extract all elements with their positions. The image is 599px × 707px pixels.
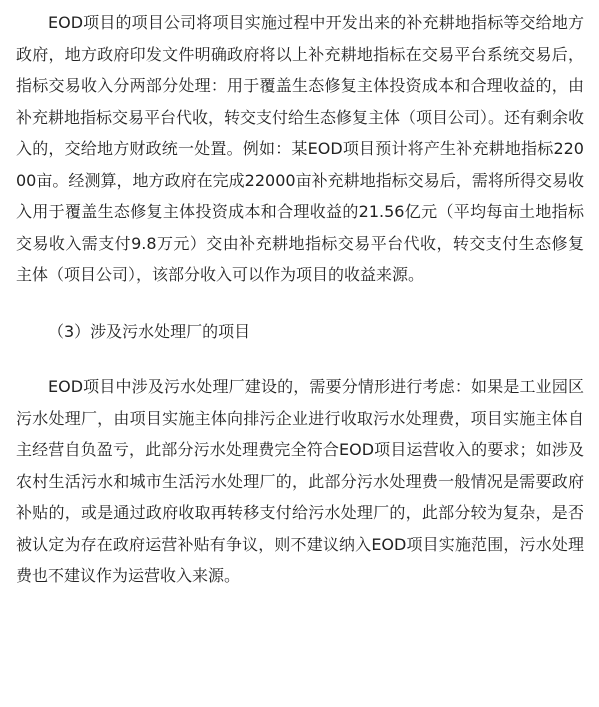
section-heading-sewage-plant: （3）涉及污水处理厂的项目 — [48, 321, 251, 341]
document-body — [16, 7, 584, 592]
paragraph-sewage-plant-revenue: EOD项目中涉及污水处理厂建设的，需要分情形进行考虑：如果是工业园区污水处理厂，由项目实施主体向排污企业进行收取污水处理费，项目实施主体自主经营自负盈亏，此部分污水处理费完全符合EOD项目运营收入的要求；如涉及农村生活污水和城市生活污水处理厂的，此部分污水处理费一般情况是需要政府补贴的，或是通过政府收取再转移支付给污水处理厂的，此部分较为复杂，是否被认定为存在政府运营补贴有争议，则不建议纳入EOD项目实施范围，污水处理费也不建议作为运营收入来源。 — [16, 377, 584, 585]
paragraph-farmland-quota-revenue: EOD项目的项目公司将项目实施过程中开发出来的补充耕地指标等交给地方政府，地方政府印发文件明确政府将以上补充耕地指标在交易平台系统交易后，指标交易收入分两部分处理：用于覆盖生态修复主体投资成本和合理收益的，由补充耕地指标交易平台代收，转交支付给生态修复主体（项目公司）。还有剩余收入的，交给地方财政统一处置。例如：某EOD项目预计将产生补充耕地指标22000亩。经测算，地方政府在完成22000亩补充耕地指标交易后，需将所得交易收入用于覆盖生态修复主体投资成本和合理收益的21.56亿元（平均每亩土地指标交易收入需支付9.8万元）交由补充耕地指标交易平台代收，转交支付生态修复主体（项目公司），该部分收入可以作为项目的收益来源。 — [16, 13, 585, 284]
